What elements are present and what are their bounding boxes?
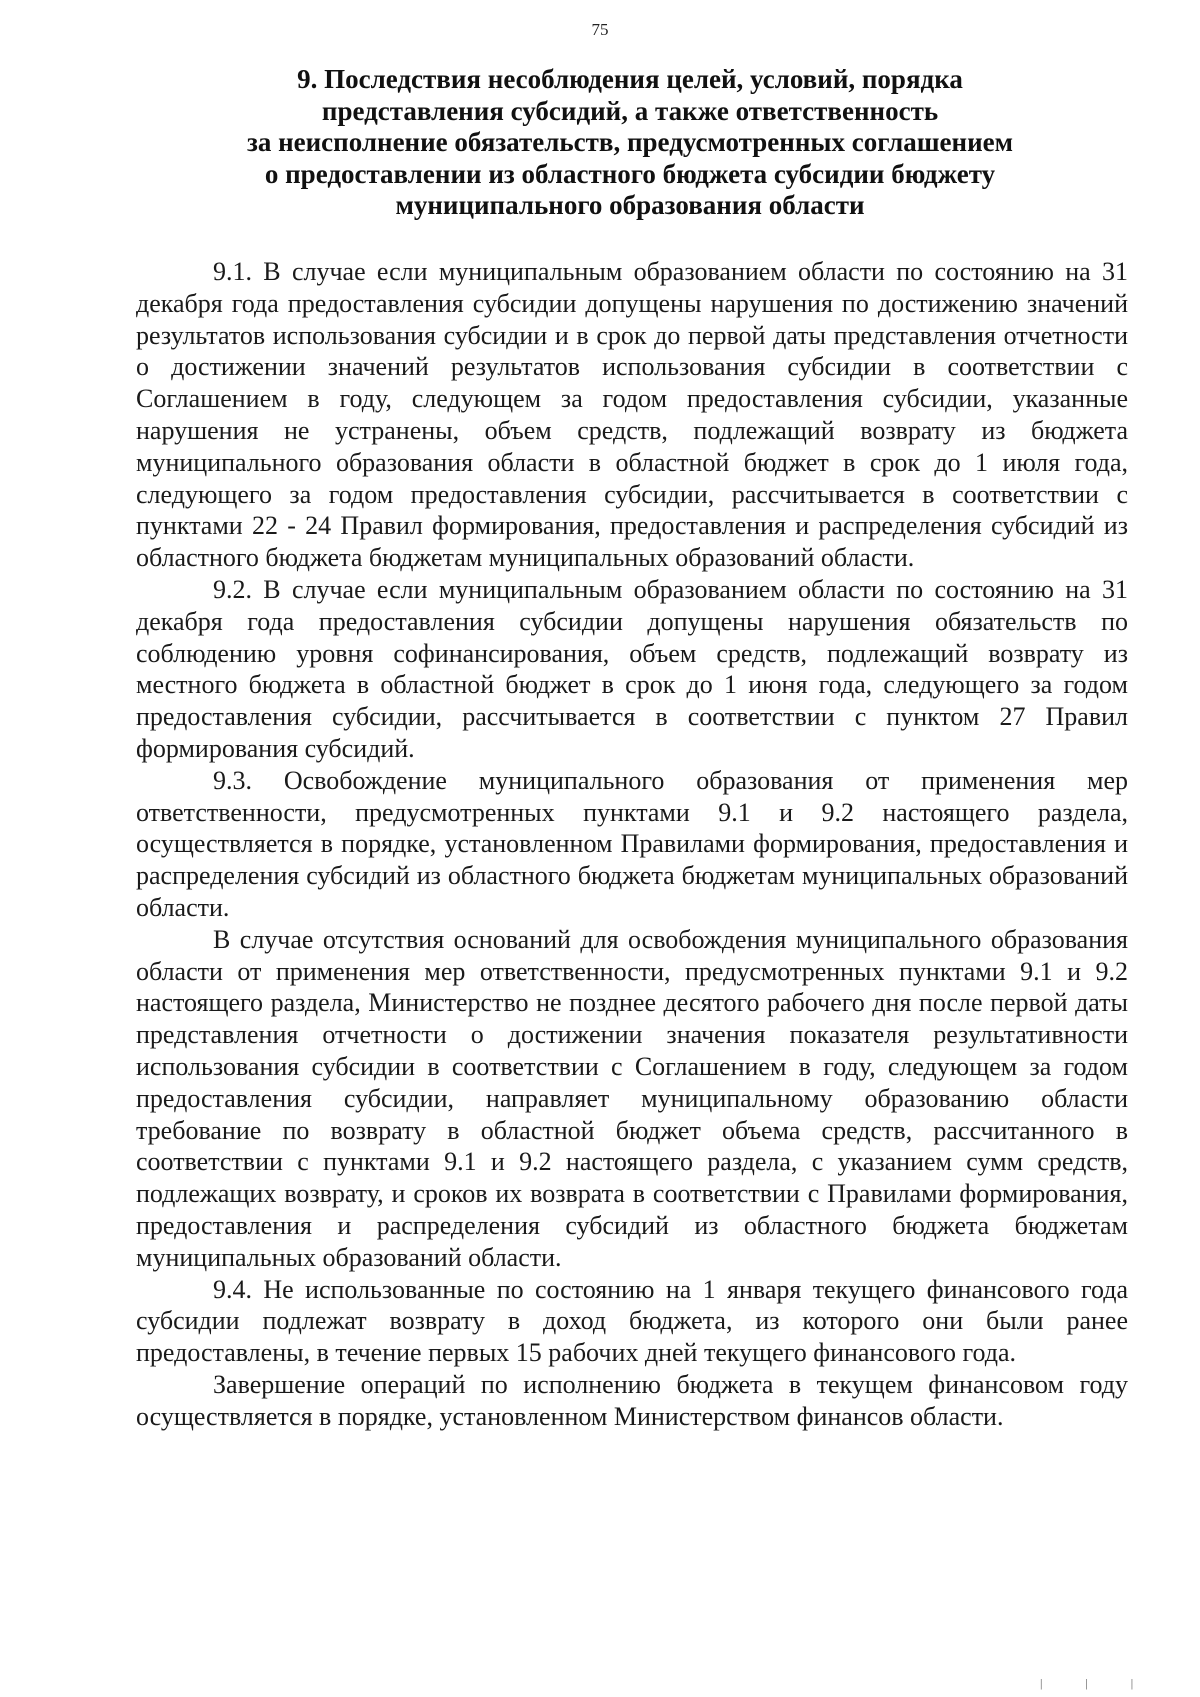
- heading-line: 9. Последствия несоблюдения целей, условий, порядка: [297, 64, 963, 94]
- heading-line: муниципального образования области: [395, 190, 865, 220]
- scan-artifact: | | |: [1040, 1676, 1154, 1690]
- paragraph-9-3-continued: В случае отсутствия оснований для освобождения муниципального образования области от применения мер ответственности, предусмотренных пунктами 9.1 и 9.2 настоящего раздела, Министерство не позднее десятого рабочего дня после первой даты представления отчетности о достижении значения показателя результативности использования субсидии в соответствии с Соглашением в году, следующем за годом предоставления субсидии, направляет муниципальному образованию области требование по возврату в областной бюджет объема средств, рассчитанного в соответствии с пунктами 9.1 и 9.2 настоящего раздела, с указанием сумм средств, подлежащих возврату, и сроков их возврата в соответствии с Правилами формирования, предоставления и распределения субсидий из областного бюджета бюджетам муниципальных образований области.: [136, 924, 1128, 1272]
- heading-line: за неисполнение обязательств, предусмотренных соглашением: [246, 127, 1014, 157]
- paragraph-9-2: 9.2. В случае если муниципальным образованием области по состоянию на 31 декабря года предоставления субсидии допущены нарушения обязательств по соблюдению уровня софинансирования, объем средств, подлежащий возврату из местного бюджета в областной бюджет в срок до 1 июня года, следующего за годом предоставления субсидии, рассчитывается в соответствии с пунктом 27 Правил формирования субсидий.: [136, 574, 1128, 763]
- section-body: [136, 256, 1128, 1432]
- paragraph-9-4: 9.4. Не использованные по состоянию на 1 января текущего финансового года субсидии подлежат возврату в доход бюджета, из которого они были ранее предоставлены, в течение первых 15 рабочих дней текущего финансового года.: [136, 1274, 1128, 1368]
- paragraph-9-3: 9.3. Освобождение муниципального образования от применения мер ответственности, предусмотренных пунктами 9.1 и 9.2 настоящего раздела, осуществляется в порядке, установленном Правилами формирования, предоставления и распределения субсидий из областного бюджета бюджетам муниципальных образований области.: [136, 765, 1128, 922]
- page-number: 75: [591, 20, 609, 39]
- heading-line: о предоставлении из областного бюджета субсидии бюджету: [264, 158, 996, 189]
- section-heading: [180, 64, 1080, 222]
- heading-line: представления субсидий, а также ответственность: [321, 95, 939, 126]
- paragraph-9-4-continued: Завершение операций по исполнению бюджета в текущем финансовом году осуществляется в порядке, установленном Министерством финансов области.: [136, 1369, 1128, 1431]
- paragraph-9-1: 9.1. В случае если муниципальным образованием области по состоянию на 31 декабря года предоставления субсидии допущены нарушения по достижению значений результатов использования субсидии и в срок до первой даты представления отчетности о достижении значений результатов использования субсидии в соответствии с Соглашением в году, следующем за годом предоставления субсидии, указанные нарушения не устранены, объем средств, подлежащий возврату из бюджета муниципального образования области в областной бюджет в срок до 1 июля года, следующего за годом предоставления субсидии, рассчитывается в соответствии с пунктами 22 - 24 Правил формирования, предоставления и распределения субсидий из областного бюджета бюджетам муниципальных образований области.: [136, 257, 1128, 573]
